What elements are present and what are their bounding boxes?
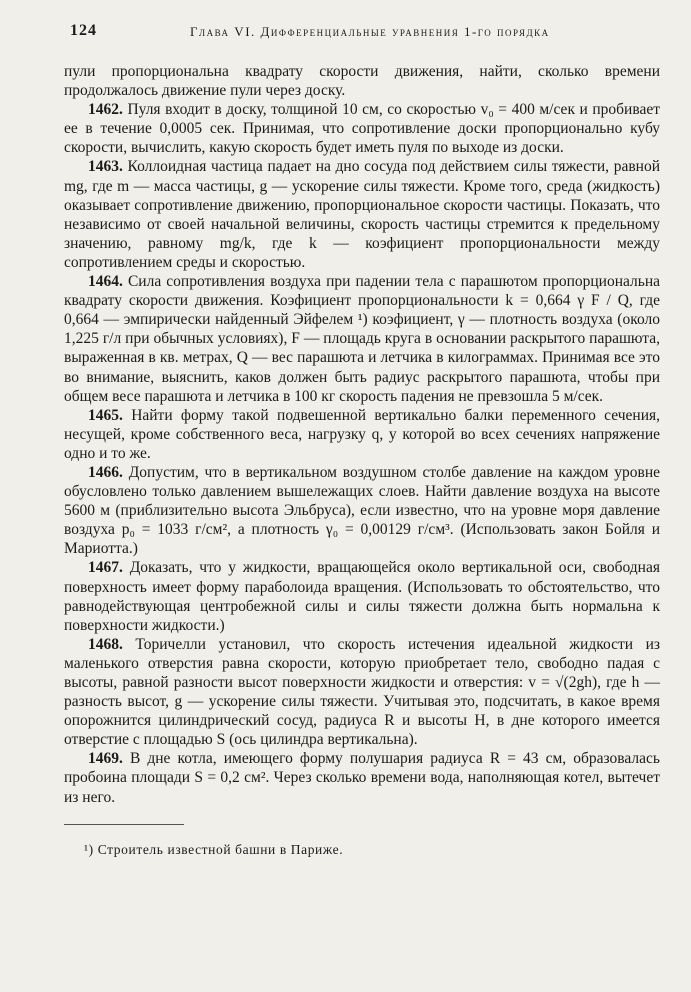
problem-1465: 1465. Найти форму такой подвешенной вертикально балки переменного сечения, несущей, кроме собственного веса, нагрузку q, у которой во всех сечениях напряжение одно и то же.	[64, 406, 660, 462]
footnote: ¹) Строитель известной башни в Париже.	[84, 842, 344, 857]
page-header	[40, 22, 651, 44]
problem-1464: 1464. Сила сопротивления воздуха при падении тела с парашютом пропорциональна квадрату скорости движения. Коэфициент пропорциональности k = 0,664 γ F / Q, где 0,664 — эмпирически найденный Эйфелем ¹) коэфициент, γ — плотность воздуха (около 1,225 г/л при обычных условиях), F — площадь круга в основании раскрытого парашюта, выраженная в кв. метрах, Q — вес парашюта и летчика в килограммах. Принимая все это во внимание, выяснить, каков должен быть радиус раскрытого парашюта, чтобы при общем весе парашюта и летчика в 100 кг скорость падения не превзошла 5 м/сек.	[64, 273, 660, 405]
footnote-divider	[64, 824, 184, 825]
paragraph-continuation: пули пропорциональна квадрату скорости движения, найти, сколько времени продолжалось движение пули через доску.	[64, 63, 660, 100]
problem-1469: 1469. В дне котла, имеющего форму полушария радиуса R = 43 см, образовалась пробоина площади S = 0,2 см². Через сколько времени вода, наполняющая котел, вытечет из него.	[64, 750, 660, 806]
running-title: Глава VI. Дифференциальные уравнения 1-го порядка	[190, 24, 550, 39]
problem-1468: 1468. Торичелли установил, что скорость истечения идеальной жидкости из маленького отверстия равна скорости, которую приобретает тело, свободно падая с высоты, равной разности высот поверхности жидкости и отверстия: v = √(2gh), где h — разность высот, g — ускорение силы тяжести. Учитывая это, подсчитать, в какое время опорожнится цилиндрический сосуд, радиуса R и высоты H, в дне которого имеется отверстие с площадью S (ось цилиндра вертикальна).	[64, 635, 660, 749]
problem-1463: 1463. Коллоидная частица падает на дно сосуда под действием силы тяжести, равной mg, где m — масса частицы, g — ускорение силы тяжести. Кроме того, среда (жидкость) оказывает сопротивление движению, пропорциональное скорости частицы. Показать, что независимо от своей начальной величины, скорость частицы стремится к предельному значению, равному mg/k, где k — коэфициент пропорциональности между сопротивлением среды и скоростью.	[64, 158, 661, 271]
page-body	[64, 62, 660, 807]
problem-1467: 1467. Доказать, что у жидкости, вращающейся около вертикальной оси, свободная поверхность имеет форму параболоида вращения. (Использовать то обстоятельство, что равнодействующая центробежной силы и силы тяжести должна быть нормальна к поверхности жидкости.)	[64, 559, 660, 634]
problem-1462: 1462. Пуля входит в доску, толщиной 10 см, со скоростью v₀ = 400 м/сек и пробивает ее в течение 0,0005 сек. Принимая, что сопротивление доски пропорционально кубу скорости, вычислить, какую скорость будет иметь пуля по выходе из доски.	[64, 101, 660, 157]
page-number: 124	[70, 22, 97, 39]
problem-1466: 1466. Допустим, что в вертикальном воздушном столбе давление на каждом уровне обусловлено только давлением вышележащих слоев. Найти давление воздуха на высоте 5600 м (приблизительно высота Эльбруса), если известно, что на уровне моря давление воздуха p₀ = 1033 г/см², а плотность γ₀ = 0,00129 г/см³. (Использовать закон Бойля и Мариотта.)	[64, 463, 661, 558]
